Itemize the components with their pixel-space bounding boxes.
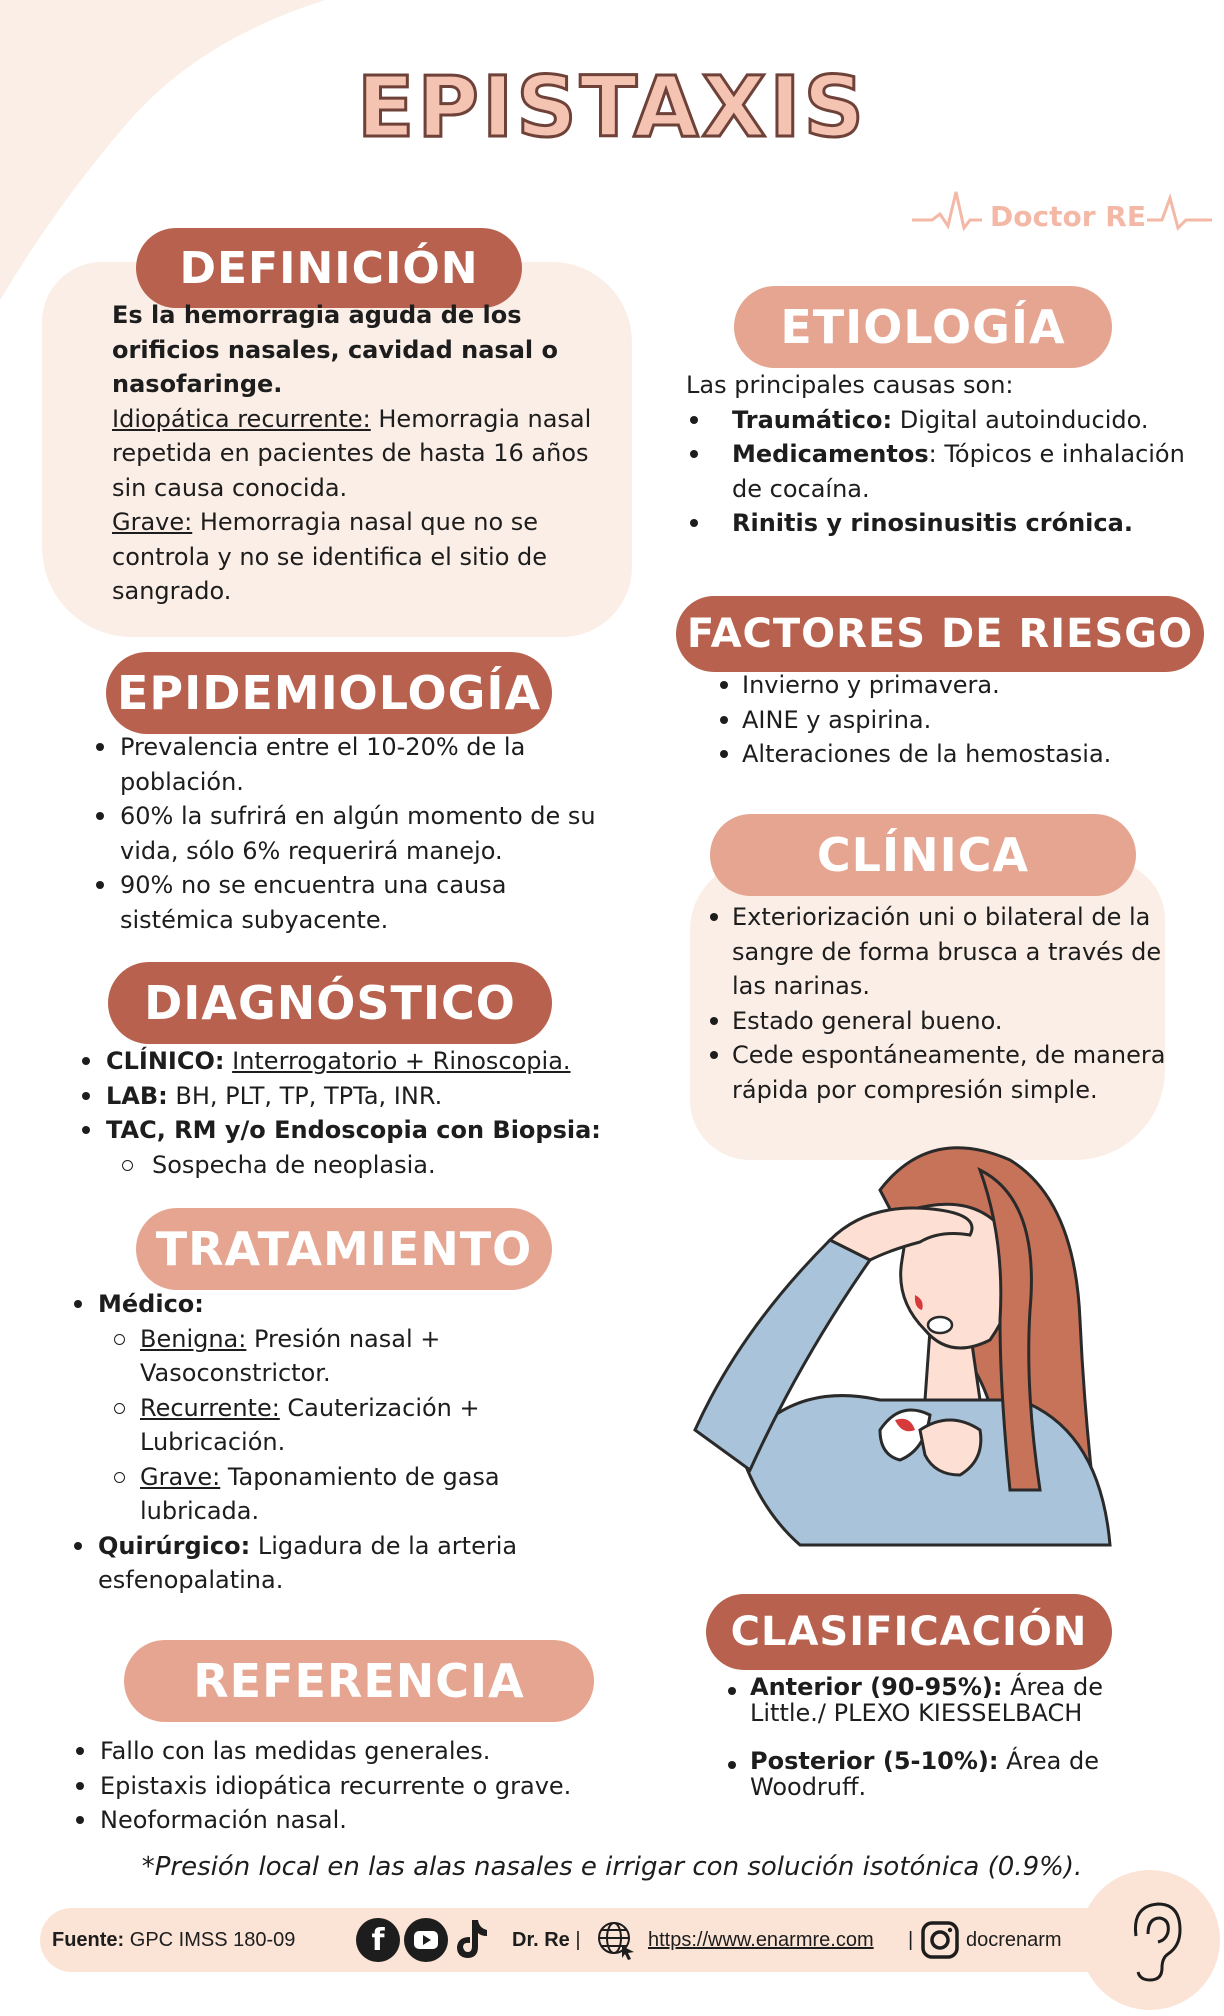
tratamiento-list	[70, 1287, 540, 1598]
factores-list	[716, 668, 1196, 772]
list-item: Anterior (90-95%): Área de Little./ PLEXO KIESSELBACH	[724, 1674, 1164, 1726]
list-subitem: Recurrente: Cauterización + Lubricación.	[70, 1391, 540, 1460]
list-item: Estado general bueno.	[706, 1004, 1166, 1039]
list-item: Médico:	[70, 1287, 540, 1322]
footer-separator: |	[908, 1929, 914, 1951]
list-item: Exteriorización uni o bilateral de la sangre de forma brusca a través de las narinas.	[706, 900, 1166, 1004]
heading-clinica: CLÍNICA	[710, 814, 1136, 896]
ear-icon	[1118, 1896, 1188, 1986]
list-item: CLÍNICO: Interrogatorio + Rinoscopia.	[78, 1044, 638, 1079]
heading-clasificacion: CLASIFICACIÓN	[706, 1594, 1112, 1670]
heading-tratamiento: TRATAMIENTO	[136, 1208, 552, 1290]
list-item: 60% la sufrirá en algún momento de su vida, sólo 6% requerirá manejo.	[92, 799, 612, 868]
page-title: EPISTAXIS	[357, 58, 867, 156]
etiologia-intro: Las principales causas son:	[686, 371, 1014, 399]
heading-diagnostico: DIAGNÓSTICO	[108, 962, 552, 1044]
list-item: AINE y aspirina.	[716, 703, 1196, 738]
referencia-list	[72, 1734, 632, 1838]
clinica-list	[706, 900, 1166, 1107]
list-subitem: Grave: Taponamiento de gasa lubricada.	[70, 1460, 540, 1529]
heading-referencia: REFERENCIA	[124, 1640, 594, 1722]
list-item: Alteraciones de la hemostasia.	[716, 737, 1196, 772]
definicion-intro: Es la hemorragia aguda de los orificios nasales, cavidad nasal o nasofaringe.	[112, 301, 558, 398]
brand-name: Doctor RE	[990, 200, 1146, 233]
list-subitem: Benigna: Presión nasal + Vasoconstrictor.	[70, 1322, 540, 1391]
instagram-icon[interactable]	[920, 1920, 960, 1960]
tiktok-icon[interactable]	[452, 1916, 492, 1962]
list-item: Invierno y primavera.	[716, 668, 1196, 703]
website-link[interactable]: https://www.enarmre.com	[648, 1929, 874, 1951]
list-item: Neoformación nasal.	[72, 1803, 632, 1838]
facebook-icon[interactable]: f	[356, 1918, 400, 1962]
list-item: LAB: BH, PLT, TP, TPTa, INR.	[78, 1079, 638, 1114]
nosebleed-illustration	[680, 1130, 1180, 1550]
footer-author: Dr. Re |	[512, 1929, 581, 1951]
definicion-text	[112, 298, 612, 609]
heading-epidemiologia: EPIDEMIOLOGÍA	[106, 652, 552, 734]
clasificacion-list	[724, 1674, 1164, 1800]
definicion-grave: Grave: Hemorragia nasal que no se controla y no se identifica el sitio de sangrado.	[112, 508, 548, 605]
brand-logo	[912, 178, 1212, 248]
list-item: Posterior (5-10%): Área de Woodruff.	[724, 1748, 1164, 1800]
globe-icon	[596, 1920, 636, 1960]
youtube-icon[interactable]	[404, 1918, 448, 1962]
list-item: 90% no se encuentra una causa sistémica subyacente.	[92, 868, 612, 937]
list-item: Prevalencia entre el 10-20% de la población.	[92, 730, 612, 799]
heading-factores: FACTORES DE RIESGO	[676, 596, 1204, 672]
list-item: Cede espontáneamente, de manera rápida por compresión simple.	[706, 1038, 1166, 1107]
list-item: Medicamentos: Tópicos e inhalación de cocaína.	[686, 437, 1186, 506]
footer-source: Fuente: GPC IMSS 180-09	[52, 1929, 296, 1951]
diagnostico-list	[78, 1044, 638, 1182]
heading-etiologia: ETIOLOGÍA	[734, 286, 1112, 368]
list-subitem: Sospecha de neoplasia.	[78, 1148, 638, 1183]
definicion-idiopatica: Idiopática recurrente: Hemorragia nasal repetida en pacientes de hasta 16 años sin causa conocida.	[112, 404, 592, 502]
list-item: Rinitis y rinosinusitis crónica.	[686, 506, 1186, 541]
etiologia-text	[686, 368, 1186, 541]
epidemiologia-list	[92, 730, 612, 937]
list-item: Epistaxis idiopática recurrente o grave.	[72, 1769, 632, 1804]
list-item: Fallo con las medidas generales.	[72, 1734, 632, 1769]
list-item: Traumático: Digital autoinducido.	[686, 403, 1186, 438]
list-item: Quirúrgico: Ligadura de la arteria esfenopalatina.	[70, 1529, 540, 1598]
list-item: TAC, RM y/o Endoscopia con Biopsia:	[78, 1113, 638, 1148]
heading-definicion: DEFINICIÓN	[136, 228, 522, 308]
instagram-handle[interactable]: docrenarm	[966, 1929, 1062, 1951]
note-text: *Presión local en las alas nasales e irrigar con solución isotónica (0.9%).	[141, 1852, 1083, 1882]
